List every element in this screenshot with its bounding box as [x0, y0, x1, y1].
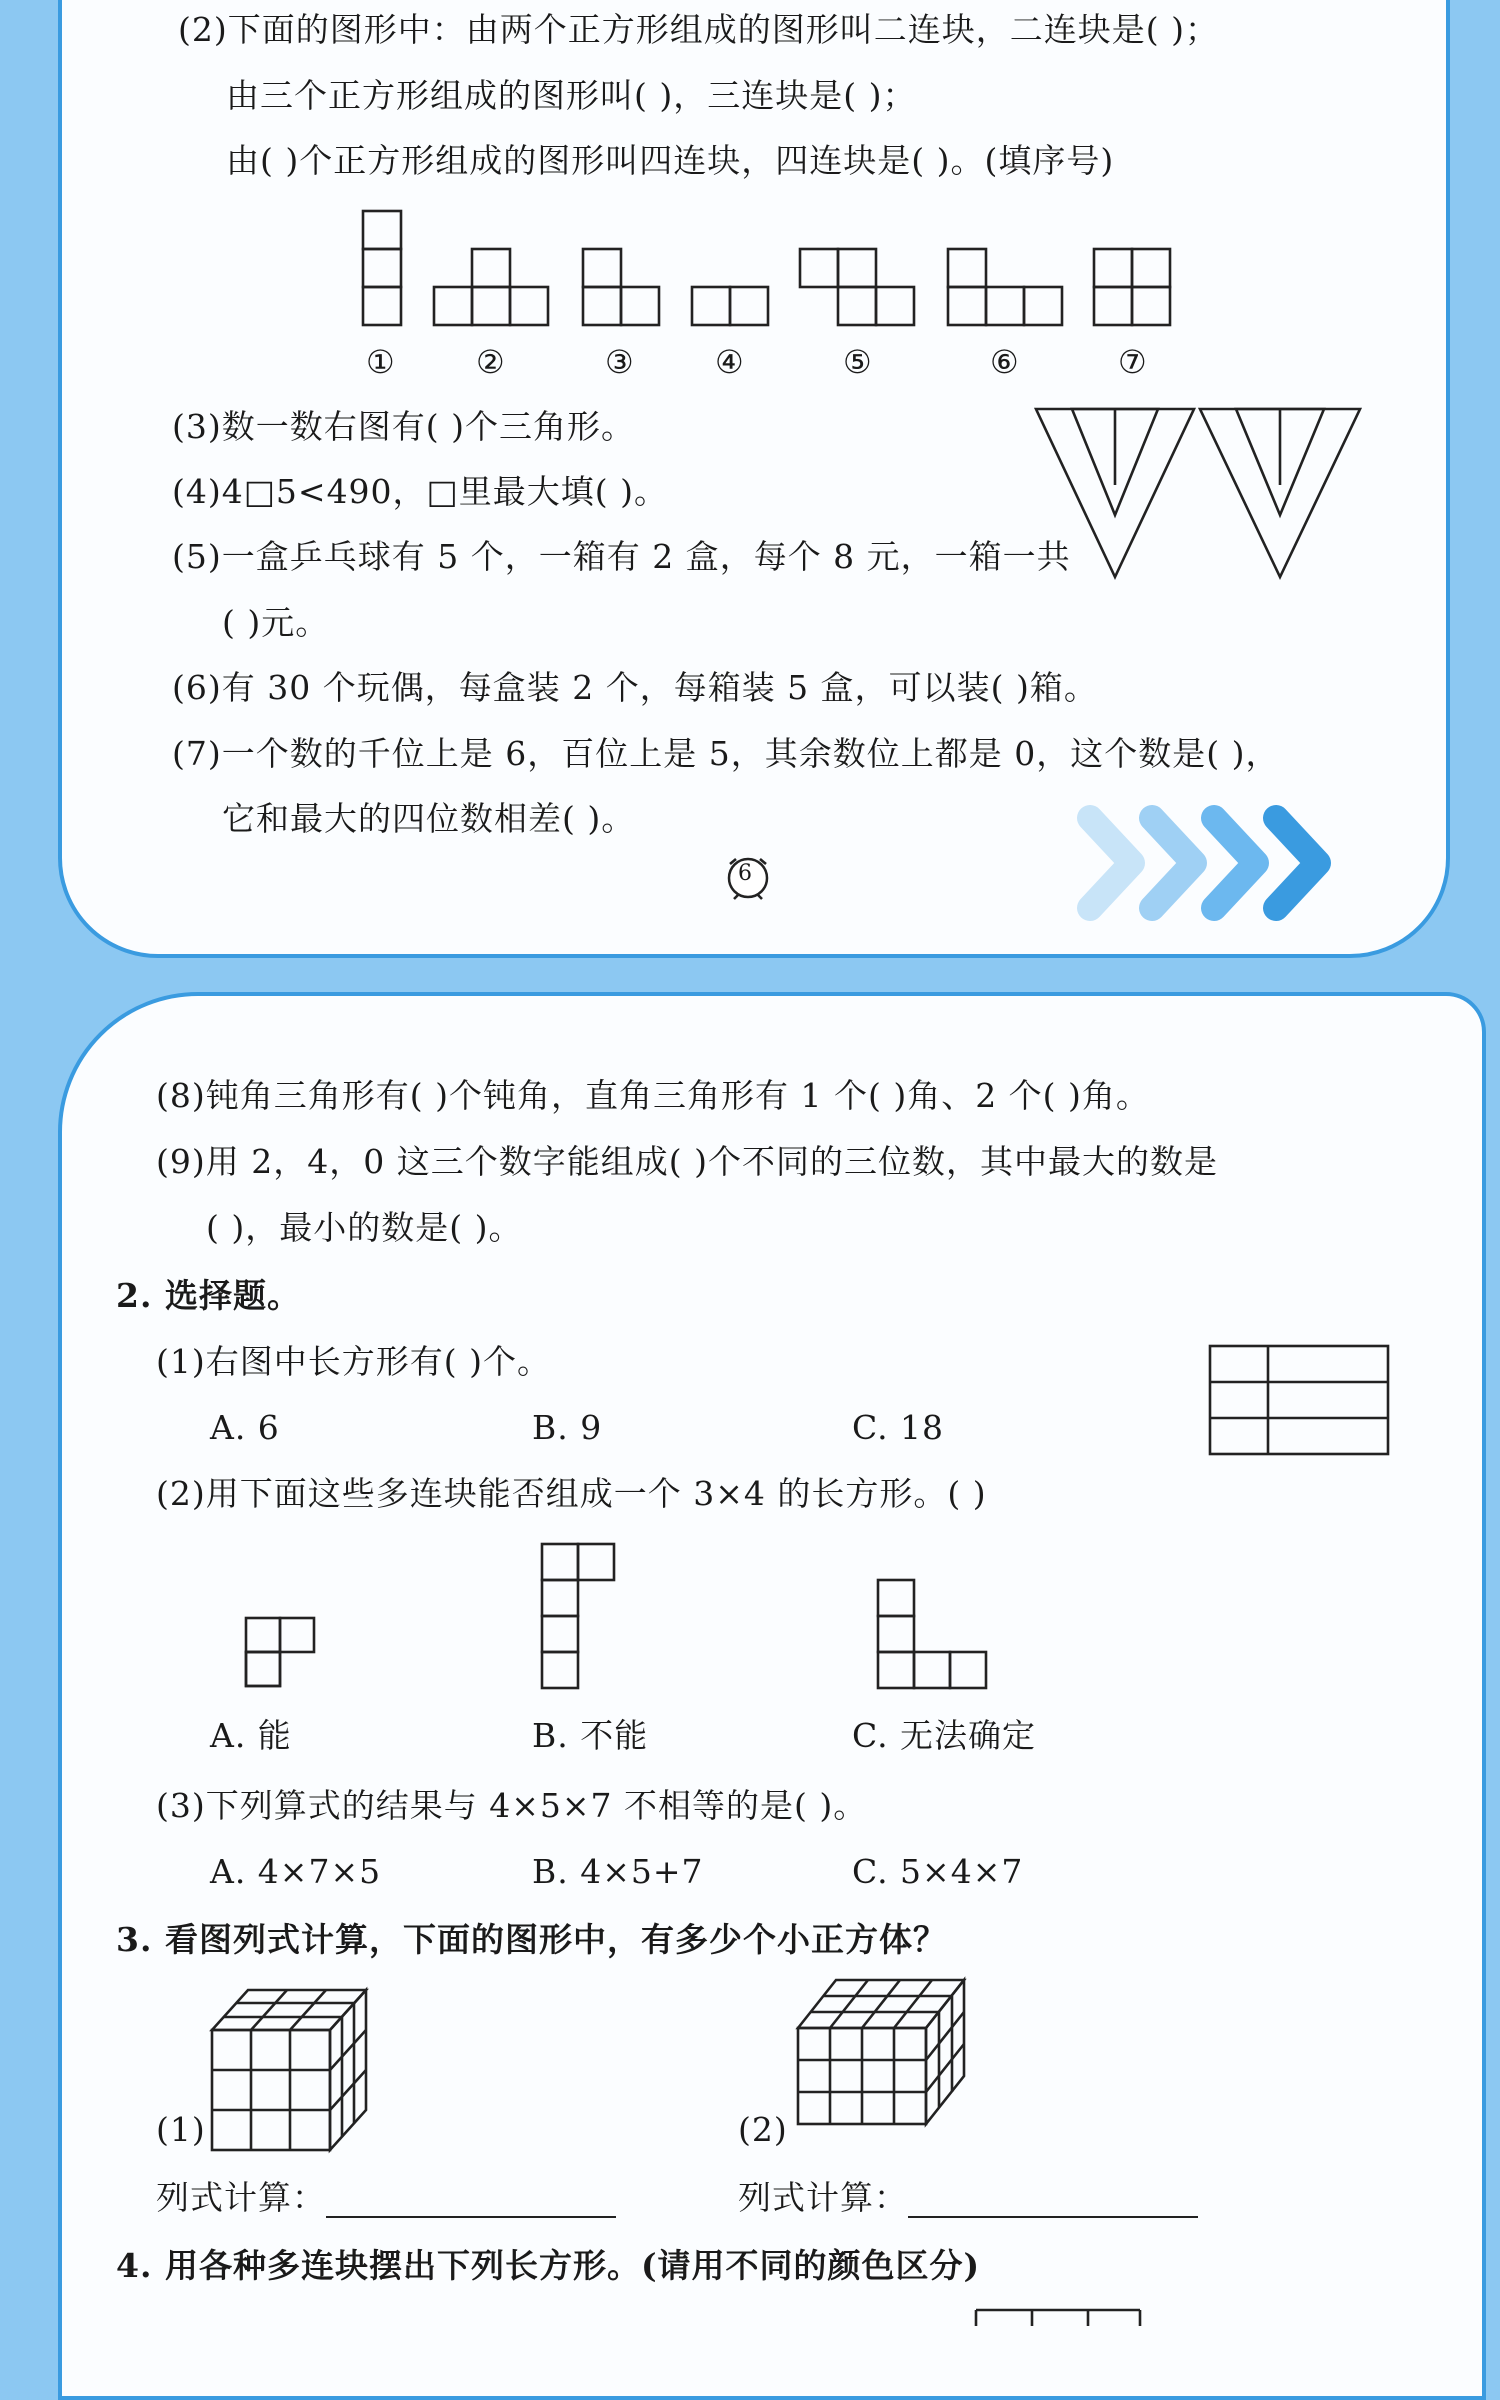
shape-label-3: ③	[605, 343, 634, 381]
q2-2: (2)用下面这些多连块能否组成一个 3×4 的长方形。( )	[156, 1474, 987, 1513]
polyomino-c	[878, 1580, 986, 1688]
q1-7-line1: (7)一个数的千位上是 6，百位上是 5，其余数位上都是 0，这个数是( )，	[172, 734, 1280, 773]
q1-2-line2: 由三个正方形组成的图形叫( )，三连块是( )；	[226, 76, 917, 115]
calc-label-1: 列式计算：	[156, 2178, 616, 2218]
cube-figure-2	[794, 1976, 994, 2136]
q1-5-line1: (5)一盒乒乓球有 5 个，一箱有 2 盒，每个 8 元，一箱一共	[172, 537, 1071, 576]
calc-label-2: 列式计算：	[738, 2178, 1198, 2218]
q1-6: (6)有 30 个玩偶，每盒装 2 个，每箱装 5 盒，可以装( )箱。	[172, 668, 1098, 707]
q2-1-option-a: A. 6	[210, 1408, 280, 1447]
partial-grid-figure	[974, 2306, 1154, 2326]
answer-line-1[interactable]	[326, 2186, 616, 2218]
q1-9-line1: (9)用 2，4，0 这三个数字能组成( )个不同的三位数，其中最大的数是	[156, 1142, 1218, 1181]
q2-3-option-b: B. 4×5+7	[532, 1852, 704, 1891]
rectangle-grid-figure	[1208, 1344, 1398, 1464]
polyomino-4	[692, 287, 768, 325]
triangle-figure	[1030, 405, 1370, 595]
cube-figure-1	[208, 1986, 388, 2166]
polyomino-6	[948, 249, 1062, 325]
q2-1-option-b: B. 9	[532, 1408, 603, 1447]
q1-7-line2: 它和最大的四位数相差( )。	[222, 799, 636, 838]
q2-1: (1)右图中长方形有( )个。	[156, 1342, 551, 1381]
polyomino-b	[542, 1544, 614, 1688]
chevron-arrows-decoration	[1080, 808, 1350, 918]
polyomino-1	[363, 211, 401, 325]
shape-label-7: ⑦	[1118, 343, 1147, 381]
polyomino-3	[583, 249, 659, 325]
q2-1-option-c: C. 18	[852, 1408, 945, 1447]
q1-2-line1: (2)下面的图形中：由两个正方形组成的图形叫二连块，二连块是( )；	[178, 10, 1219, 49]
answer-line-2[interactable]	[908, 2186, 1198, 2218]
q1-4: (4)4□5<490，□里最大填( )。	[172, 472, 668, 511]
q2-3-option-c: C. 5×4×7	[852, 1852, 1024, 1891]
q1-9-line2: ( )，最小的数是( )。	[206, 1208, 523, 1247]
q2-2-polyominoes	[200, 1540, 1100, 1700]
polyomino-a	[246, 1618, 314, 1686]
shape-label-6: ⑥	[990, 343, 1019, 381]
q4-heading: 4. 用各种多连块摆出下列长方形。(请用不同的颜色区分)	[116, 2246, 981, 2285]
page-number: 6	[738, 861, 753, 886]
shape-label-1: ①	[366, 343, 395, 381]
polyomino-7	[1094, 249, 1170, 325]
q2-heading: 2. 选择题。	[116, 1276, 301, 1315]
q1-2-line3: 由( )个正方形组成的图形叫四连块，四连块是( )。(填序号)	[226, 141, 1115, 180]
q2-2-option-b: B. 不能	[532, 1716, 649, 1755]
polyomino-5	[800, 249, 914, 325]
shape-label-2: ②	[476, 343, 505, 381]
polyomino-2	[434, 249, 548, 325]
polyomino-figures	[0, 205, 1200, 335]
q3-heading: 3. 看图列式计算，下面的图形中，有多少个小正方体？	[116, 1920, 947, 1959]
q1-3: (3)数一数右图有( )个三角形。	[172, 407, 635, 446]
q2-3-option-a: A. 4×7×5	[210, 1852, 382, 1891]
cube-label-2: (2)	[738, 2110, 788, 2149]
q2-2-option-c: C. 无法确定	[852, 1716, 1037, 1755]
shape-label-4: ④	[715, 343, 744, 381]
shape-label-5: ⑤	[843, 343, 872, 381]
q2-2-option-a: A. 能	[210, 1716, 292, 1755]
q1-8: (8)钝角三角形有( )个钝角，直角三角形有 1 个( )角、2 个( )角。	[156, 1076, 1150, 1115]
cube-label-1: (1)	[156, 2110, 206, 2149]
q1-5-line2: ( )元。	[222, 603, 330, 642]
q2-3: (3)下列算式的结果与 4×5×7 不相等的是( )。	[156, 1786, 868, 1825]
